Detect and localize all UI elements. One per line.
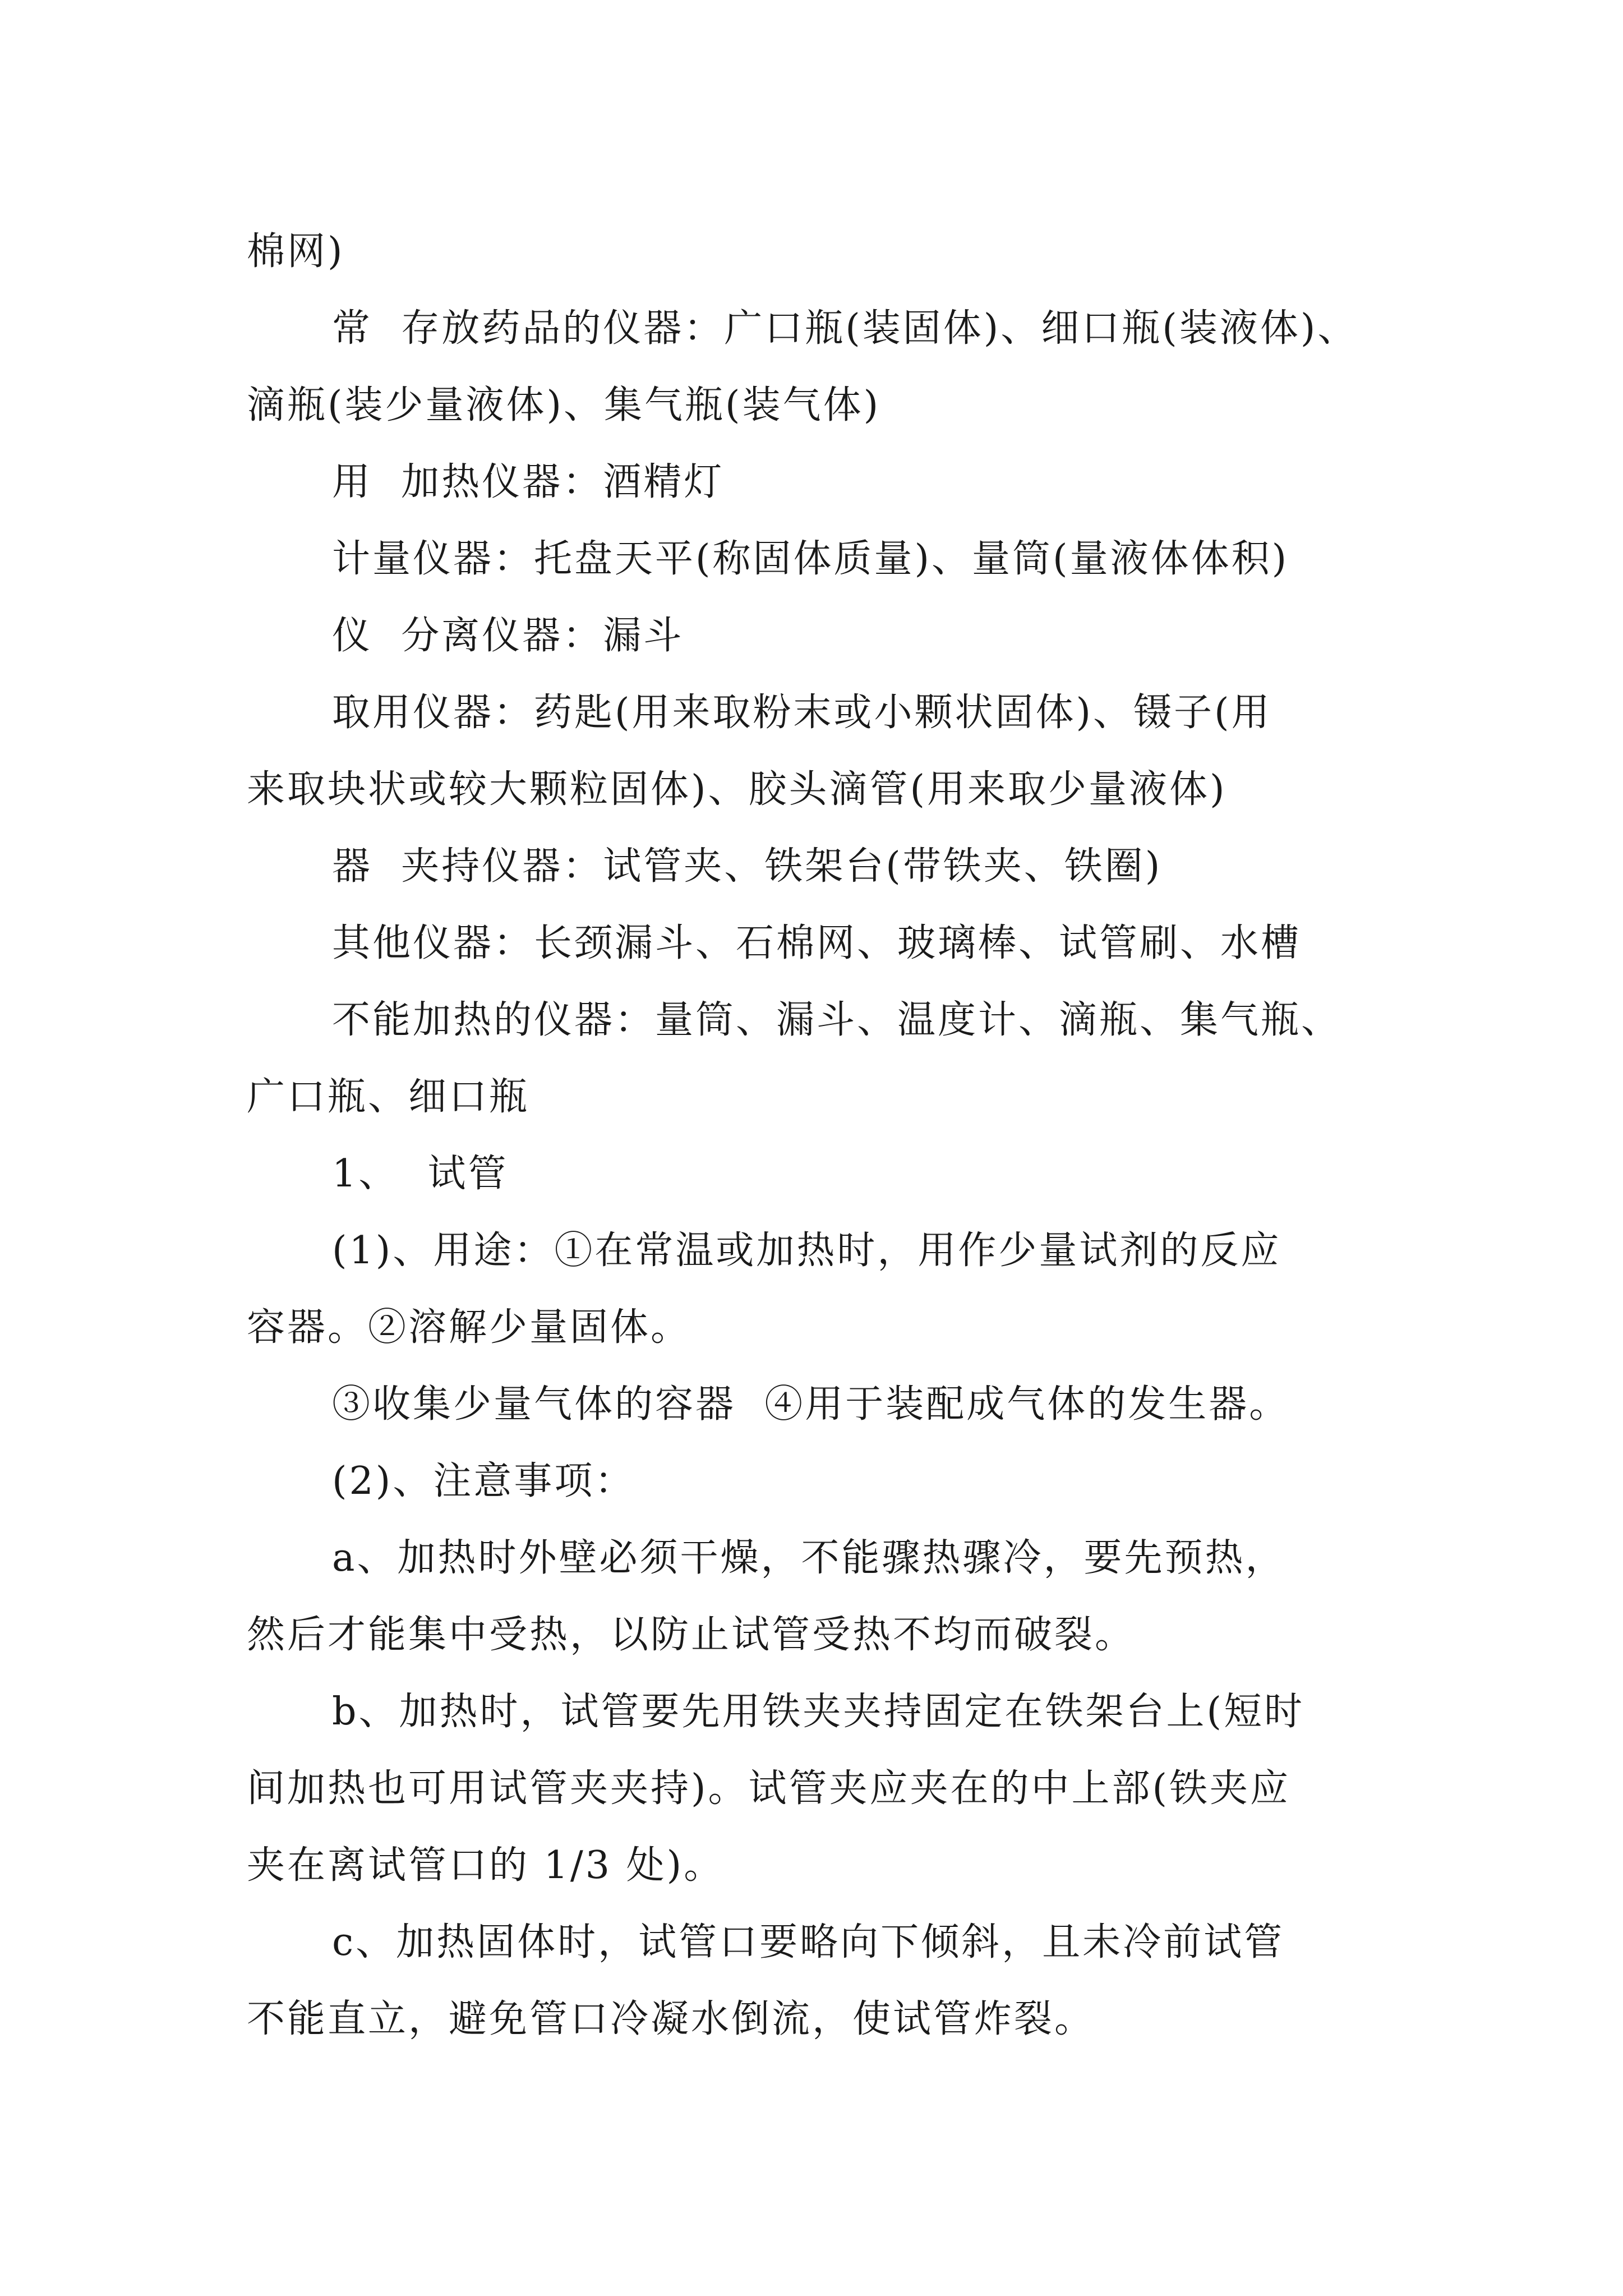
text-line: 容器。②溶解少量固体。 xyxy=(247,1305,691,1350)
text-line: 不能加热的仪器：量筒、漏斗、温度计、滴瓶、集气瓶、 xyxy=(332,998,1342,1042)
text-line: 滴瓶(装少量液体)、集气瓶(装气体) xyxy=(247,383,881,427)
text-line: 取用仪器：药匙(用来取粉末或小颗状固体)、镊子(用 xyxy=(332,691,1272,735)
text-line: 不能直立，避免管口冷凝水倒流，使试管炸裂。 xyxy=(247,1997,1095,2041)
text-line: 夹在离试管口的 1/3 处)。 xyxy=(247,1843,725,1888)
text-line: (1)、用途：①在常温或加热时，用作少量试剂的反应 xyxy=(332,1228,1281,1273)
text-line: ③收集少量气体的容器 ④用于装配成气体的发生器。 xyxy=(332,1382,1290,1427)
text-line: 棉网) xyxy=(247,229,345,274)
text-line: 然后才能集中受热，以防止试管受热不均而破裂。 xyxy=(247,1613,1136,1657)
text-line: 用 加热仪器：酒精灯 xyxy=(332,460,725,504)
text-line: 来取块状或较大颗粒固体)、胶头滴管(用来取少量液体) xyxy=(247,767,1227,812)
text-line: 广口瓶、细口瓶 xyxy=(247,1075,530,1119)
text-line: b、加热时，试管要先用铁夹夹持固定在铁架台上(短时 xyxy=(332,1690,1305,1734)
section-heading: 1、 试管 xyxy=(332,1152,509,1196)
text-line: 器 夹持仪器：试管夹、铁架台(带铁夹、铁圈) xyxy=(332,844,1163,889)
text-line: (2)、注意事项： xyxy=(332,1459,635,1503)
text-line: 间加热也可用试管夹夹持)。试管夹应夹在的中上部(铁夹应 xyxy=(247,1766,1291,1811)
text-line: c、加热固体时，试管口要略向下倾斜，且未冷前试管 xyxy=(332,1920,1285,1964)
text-line: 计量仪器：托盘天平(称固体质量)、量筒(量液体体积) xyxy=(332,537,1289,581)
text-line: a、加热时外壁必须干燥，不能骤热骤冷，要先预热， xyxy=(332,1536,1286,1580)
text-line: 常 存放药品的仪器：广口瓶(装固体)、细口瓶(装液体)、 xyxy=(332,306,1358,351)
document-body xyxy=(247,213,1385,2058)
text-line: 其他仪器：长颈漏斗、石棉网、玻璃棒、试管刷、水槽 xyxy=(332,921,1302,965)
text-line: 仪 分离仪器：漏斗 xyxy=(332,614,684,658)
